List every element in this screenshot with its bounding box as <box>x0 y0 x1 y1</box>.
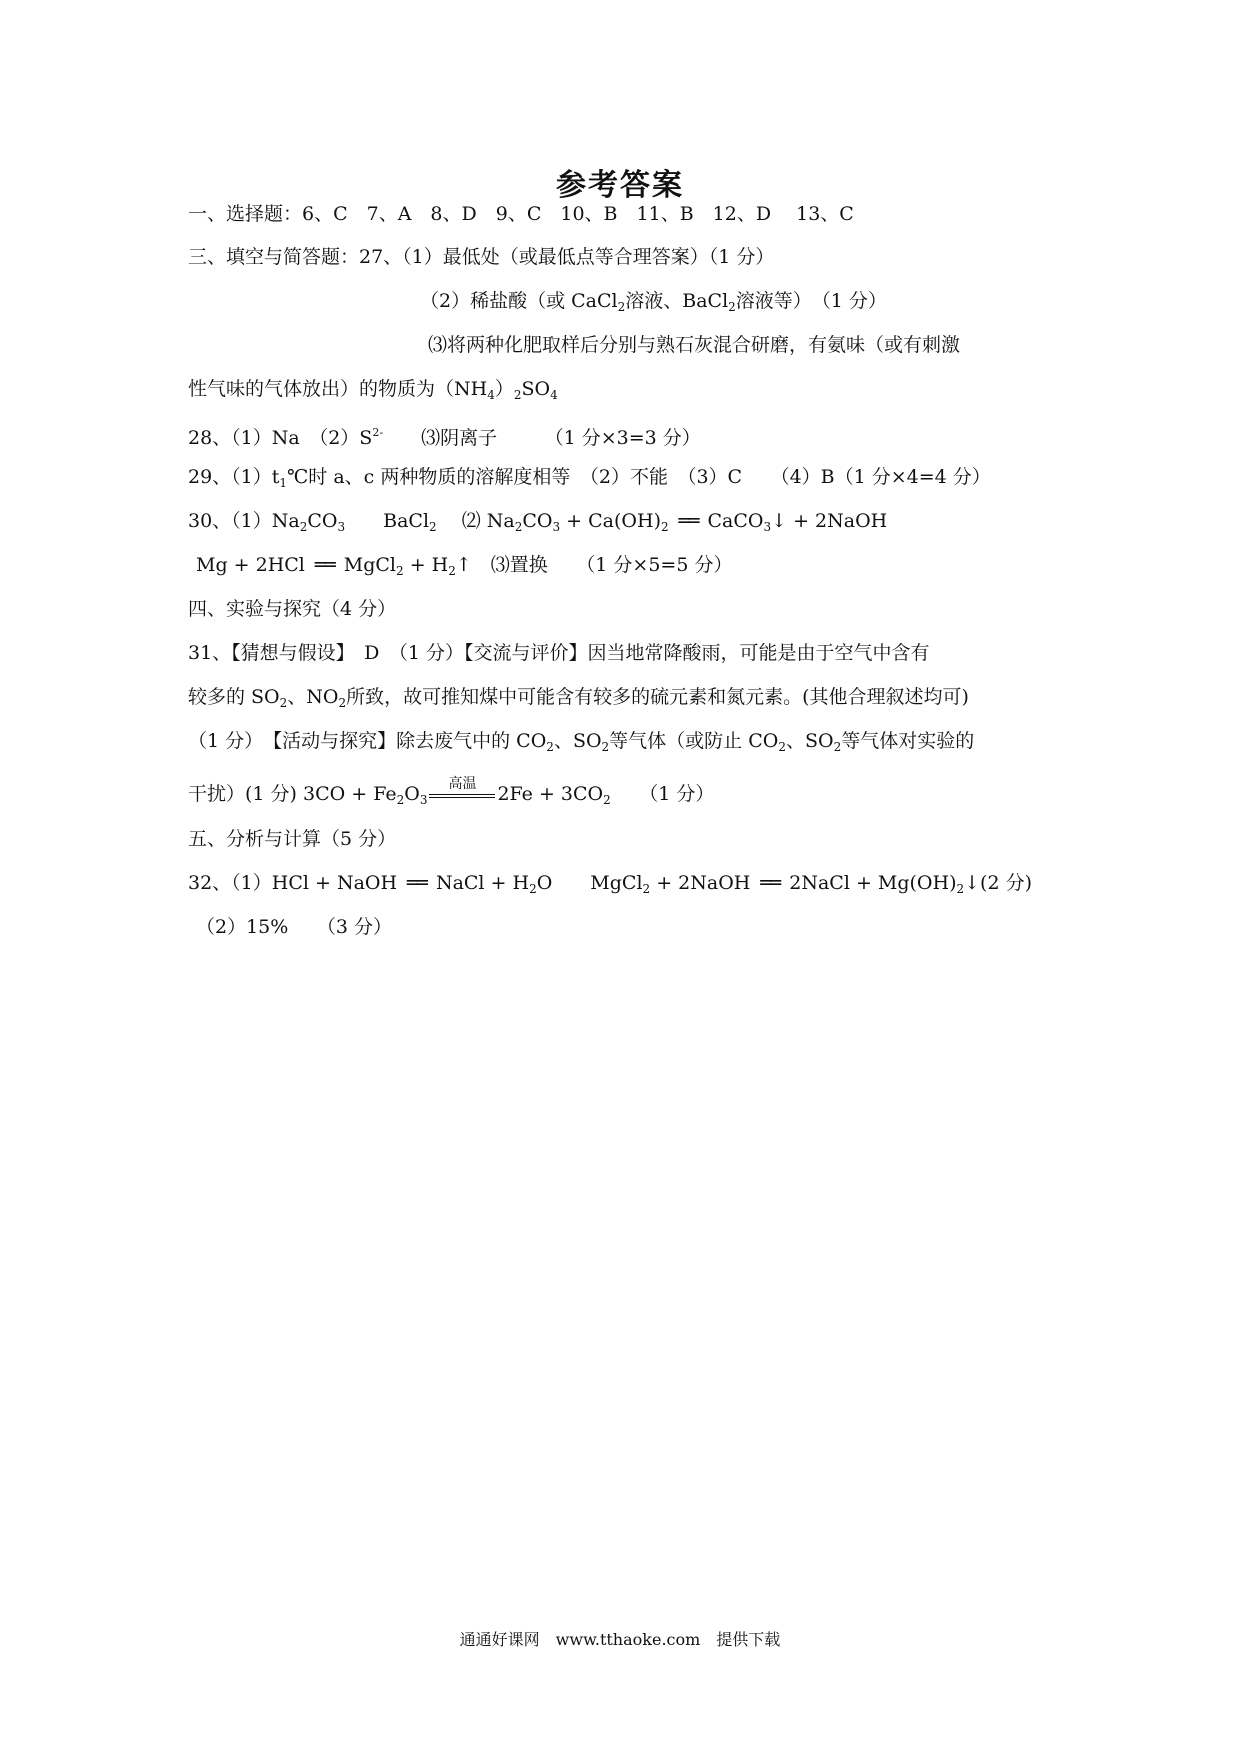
section-choice-answers: 一、选择题：6、C 7、A 8、D 9、C 10、B 11、B 12、D 13、C <box>188 203 854 225</box>
q31-line-2: 较多的 $SO_2$、$NO_2$所致，故可推知煤中可能含有较多的硫元素和氮元素。(其他合理叙述均可) <box>188 686 969 710</box>
q27-line-3: ⑶将两种化肥取样后分别与熟石灰混合研磨，有氨味（或有刺激 <box>428 334 961 356</box>
q29-line: 29、$(1)t_1℃$时 a、c 两种物质的溶解度相等 （2）不能 （3）C （4）B（1 分×4=4 分） <box>188 466 991 490</box>
q31-line-3: （1 分） 【活动与探究】除去废气中的 $CO_2$、$SO_2$等气体（或防止 $CO_2$、$SO_2$等气体对实验的 <box>188 730 975 754</box>
q30-line-1: 30、$(1)Na_2CO_3$ BaCl$_2$ ⑵ $Na_2CO_3 + Ca(OH)_2$ ══ CaCO$_3$↓ + 2NaOH <box>188 510 888 534</box>
q27-line-4: 性气味的气体放出）的物质为$(NH_4)_2SO_4$ <box>188 378 558 402</box>
footer-credit: 通通好课网 www.tthaoke.com 提供下载 <box>459 1630 781 1649</box>
q32-line-1: 32、（1）HCl + NaOH ══ NaCl + $H_2O$ MgCl$_2$ + 2NaOH ══ 2NaCl + $Mg(OH)_2↓(2$ 分) <box>188 872 1033 896</box>
section-experiment-heading: 四、实验与探究（4 分） <box>188 598 397 620</box>
q31-line-1: 31、【猜想与假设】 D （1 分）【交流与评价】因当地常降酸雨，可能是由于空气中含有 <box>188 642 930 664</box>
q30-line-2: Mg + 2HCl ══ MgCl$_2$ + $H_2↑$ ⑶置换 （1 分×5=5 分） <box>196 554 733 578</box>
q27-line-2: （2）稀盐酸（或 CaCl$_2$溶液、BaCl$_2$溶液等） （1 分） <box>420 290 887 314</box>
q31-line-4: 干扰）(1 分) $3CO + Fe_2O_3$ 高温 $2Fe + 3CO_2$ （1 分） <box>188 780 714 814</box>
q32-line-2: （2）15% （3 分） <box>196 916 392 938</box>
q28-line: 28、（1）Na $(2)S^{2-}$ ⑶阴离子 （1 分×3=3 分） <box>188 426 701 449</box>
reaction-condition-arrow <box>429 776 495 798</box>
section-calculation-heading: 五、分析与计算（5 分） <box>188 828 397 850</box>
page-title: 参考答案 <box>556 168 684 203</box>
reaction-condition-label: 高温 <box>448 776 477 792</box>
q27-line-1: 三、填空与简答题：27、（1）最低处（或最低点等合理答案）（1 分） <box>188 246 775 268</box>
